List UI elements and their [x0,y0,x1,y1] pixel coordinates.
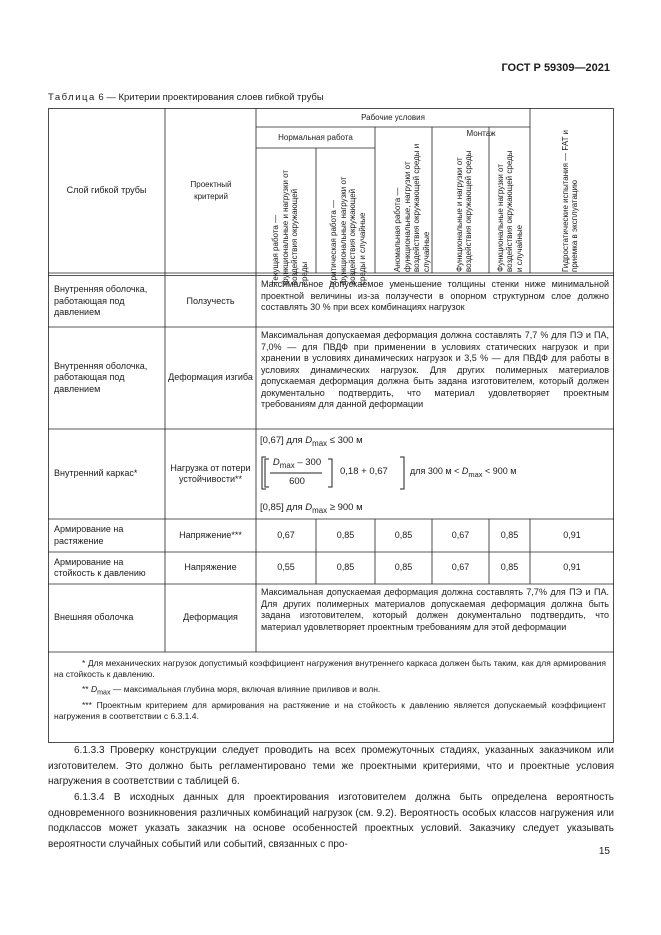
row3-line1-pre: [0,67] для [260,435,306,446]
row6-criterion-text: Деформация [183,612,238,623]
header-normal-text: Нормальная работа [278,132,353,142]
document-code: ГОСТ Р 59309—2021 [501,62,610,74]
row3-line3-post: ≥ 900 м [327,502,363,513]
formula-numerator [270,457,324,471]
row4-value: 0,67 [451,529,470,540]
table-note-2-pre: ** [82,684,91,694]
table-caption-text: 6 — Критерии проектирования слоев гибкой трубы [98,92,324,103]
row3-line3-pre: [0,85] для [260,502,306,513]
row1-layer [48,276,165,327]
row3-line1-post: ≤ 300 м [327,435,363,446]
row4-layer [48,519,165,552]
table-note-2-post: — максимальная глубина моря, включая влияние приливов и волн. [110,684,381,694]
row3-layer [48,429,165,519]
row3-line3-sub: max [312,505,328,515]
formula-num-sub: max [279,460,295,470]
row5-value: 0,67 [451,562,470,573]
formula-cond-d: D [461,466,469,476]
table-note-2-sub: max [97,688,111,697]
table-note-1: * Для механических нагрузок допустимый коэффициент нагружения внутреннего каркаса должен быть таким, как для армирования на стойкость к давлению. [54,658,606,679]
header-col2-text: Критическая работа — функциональные нагрузки от воздействия окружающей среды и случайные [329,176,367,285]
header-montage-text: Монтаж [466,129,496,139]
row3-criterion [165,429,256,519]
page-number: 15 [598,846,610,857]
row1-criterion [165,276,256,327]
header-col-current-work [265,165,315,285]
row6-layer-text: Внешняя оболочка [54,612,134,623]
row6-criterion [165,584,256,652]
formula-condition [410,466,516,480]
header-criterion [173,108,249,273]
row3-formula-line3 [260,502,610,516]
row3-formula-main [260,455,610,491]
header-normal-work [256,127,375,148]
row5-value: 0,91 [563,562,581,573]
table-caption-label: Таблица [48,92,96,103]
row4-criterion-text: Напряжение*** [179,529,242,540]
row3-layer-text: Внутренний каркас* [54,468,138,479]
table-caption [48,92,324,103]
header-working-text: Рабочие условия [361,112,425,122]
row4-value: 0,91 [563,529,581,540]
header-working-conditions [256,108,530,127]
row3-formula-line1 [260,435,610,449]
row5-value: 0,55 [277,562,295,573]
header-col-abnormal-work [388,132,436,272]
table-note-2-d: D [90,684,98,694]
header-col6-text: Гидростатические испытания — FAT и приемка в эксплуатацию [560,129,579,272]
header-montage [432,127,530,141]
header-col5-text: Функциональные нагрузки от воздействия окружающей среды и случайные [495,150,524,272]
row6-text: Максимальная допускаемая деформация должна составлять 7,7% для ПЭ и ПА. Для других полимерных материалов допускаемая деформация должна быть задана изготовителем, который должен документально подтвердить, что материал удовлетворяет проектным требованиям для этой деформации [261,587,609,632]
row3-criterion-text: Нагрузка от потери устойчивости** [170,462,251,484]
row5-layer [48,552,165,584]
header-col-montage-functional [440,148,488,272]
header-col-hydrotest [549,114,591,272]
row2-text: Максимальная допускаемая деформация должна составлять 7,7 % для ПЭ и ПА, 7,0% — для ПВДФ при применении в условиях статических нагрузок и при хранении в условиях динамических нагрузок и 3,5 % — для ПВДФ для работы в условиях динамических нагрузок. Для других полимерных материалов допускаемая деформация должна быть задана изготовителем, который должен документально подтвердить, что материал удовлетворяет проектным требованиям для данной деформации [261,330,609,409]
row2-layer [48,327,165,429]
row4-value: 0,85 [336,529,355,540]
row4-value: 0,85 [394,529,413,540]
formula-tail: 0,18 + 0,67 [340,466,388,477]
row2-criterion-text: Деформация изгиба [168,372,253,383]
row1-criterion-text: Ползучесть [186,295,235,306]
row2-criterion [165,327,256,429]
header-col-montage-accidental [486,148,534,272]
row2-layer-text: Внутренняя оболочка, работающая под давлением [54,360,148,394]
table-note-3: *** Проектным критерием для армирования на растяжение и на стойкость к давлению является допускаемый коэффициент нагружения в соответствии с 6.3.1.4. [54,700,606,721]
header-criterion-text: Проектный критерий [190,180,232,201]
header-col4-text: Функциональные и нагрузки от воздействия окружающей среды [454,150,473,272]
formula-cond-post: < 900 м [482,466,517,476]
formula-cond-pre: для 300 м < [410,466,462,476]
row4-criterion [165,519,256,552]
row4-layer-text: Армирование на растяжение [54,524,124,546]
row4-value: 0,85 [500,529,519,540]
header-col1-text: Текущая работа — функциональные и нагрузки от воздействия окружающей среды [271,169,309,285]
row4-value: 0,67 [277,529,295,540]
header-col-critical-work [323,165,373,285]
table-note-2 [54,684,606,699]
row1-text: Максимальное допускаемое уменьшение толщины стенки ниже минимальной проектной величины из-за ползучести в опорном структурном слое должно составлять 30 % при всех комбинациях нагрузок [261,279,609,312]
row5-criterion [165,552,256,584]
header-col3-text: Аномальная работа — функциональные, нагрузки от воздействия окружающей среды и случайные [393,143,431,272]
row5-value: 0,85 [394,562,413,573]
paragraph-6-1-3-3: 6.1.3.3 Проверку конструкции следует проводить на всех промежуточных стадиях, указанных заказчиком или изготовителем. Это должно быть регламентировано теми же проектными критериями, что и проектные условия нагружения в соответствии с таблицей 6. [48,745,614,787]
formula-num-d: D [272,457,280,468]
row6-layer [48,584,165,652]
formula-num-post: – 300 [294,457,322,468]
formula-cond-sub: max [468,469,483,479]
row5-value: 0,85 [500,562,519,573]
header-layer [48,108,165,273]
header-layer-text: Слой гибкой трубы [66,184,147,195]
paragraph-6-1-3-4: 6.1.3.4 В исходных данных для проектирования изготовителем должна быть определена вероятность одновременного возникновения различных комбинаций нагрузок (см. 9.2). Вероятность особых классов нагружения или подклассов может указать заказчик на основе особенностей проектных условий. Заказчику следует указывать вероятности случайных событий или событий, связанных с про- [48,792,614,850]
row5-layer-text: Армирование на стойкость к давлению [54,556,146,578]
criteria-table [48,108,614,743]
row1-layer-text: Внутренняя оболочка, работающая под давлением [54,284,148,318]
row5-criterion-text: Напряжение [184,562,237,573]
row3-line1-d: D [305,435,313,446]
row3-line1-sub: max [312,438,328,448]
formula-denominator: 600 [289,476,305,487]
row3-line3-d: D [305,502,313,513]
row5-value: 0,85 [336,562,355,573]
